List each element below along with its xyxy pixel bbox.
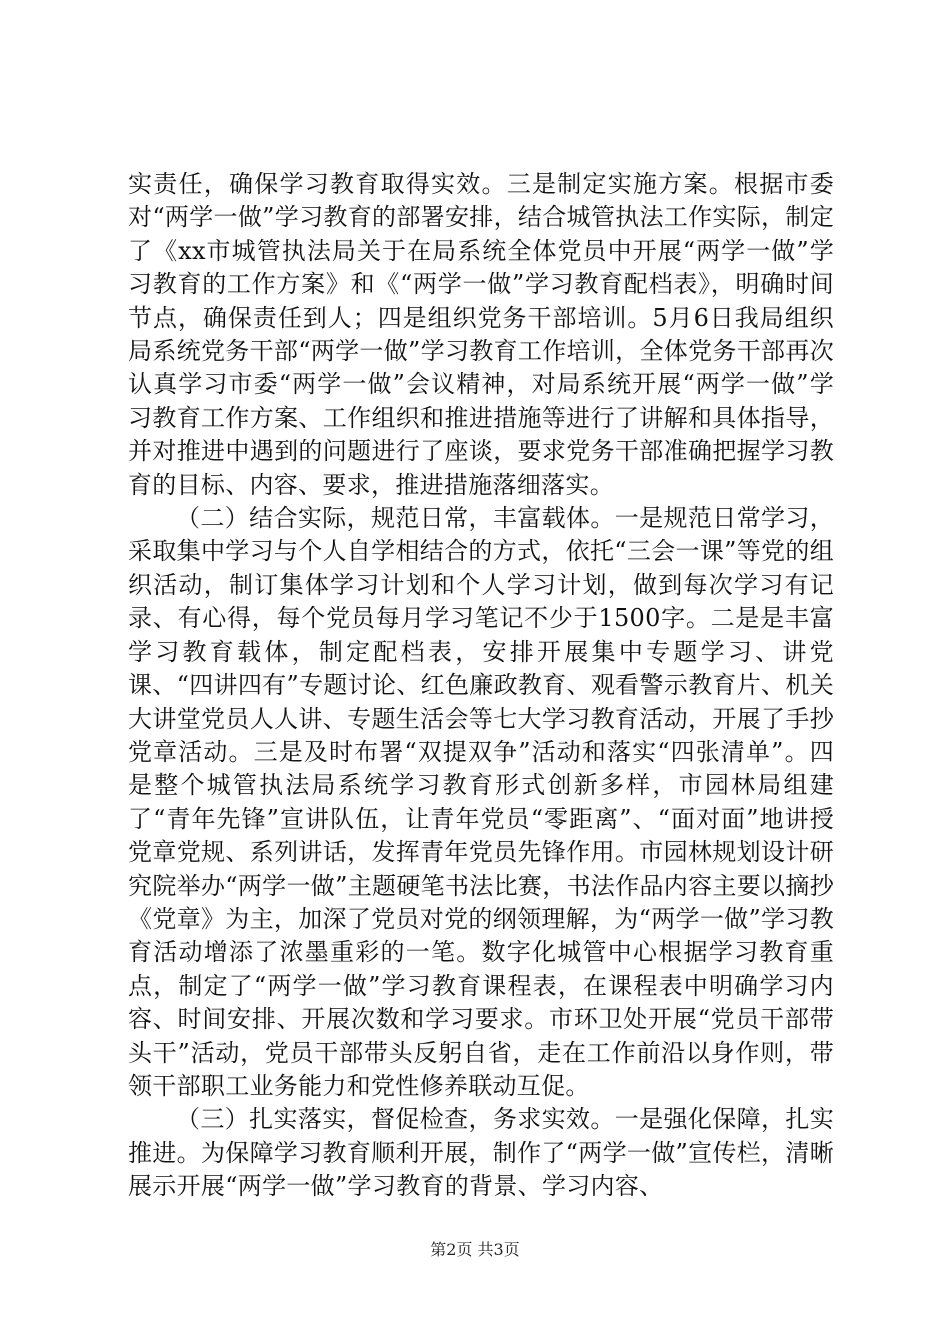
paragraph-section-3: （三）扎实落实，督促检查，务求实效。一是强化保障，扎实推进。为保障学习教育顺利开展，制作了“两学一做”宣传栏，清晰展示开展“两学一做”学习教育的背景、学习内容、 [128, 1105, 834, 1201]
paragraph-section-2: （二）结合实际，规范日常，丰富载体。一是规范日常学习，采取集中学习与个人自学相结合的方式，依托“三会一课”等党的组织活动，制订集体学习计划和个人学习计划，做到每次学习有记录、有心得，每个党员每月学习笔记不少于1500字。二是是丰富学习教育载体，制定配档表，安排开展集中专题学习、讲党课、“四讲四有”专题讨论、红色廉政教育、观看警示教育片、机关大讲堂党员人人讲、专题生活会等七大学习教育活动，开展了手抄党章活动。三是及时布署“双提双争”活动和落实“四张清单”。四是整个城管执法局系统学习教育形式创新多样，市园林局组建了“青年先锋”宣讲队伍，让青年党员“零距离”、“面对面”地讲授党章党规、系列讲话，发挥青年党员先锋作用。市园林规划设计研究院举办“两学一做”主题硬笔书法比赛，书法作品内容主要以摘抄《党章》为主，加深了党员对党的纲领理解，为“两学一做”学习教育活动增添了浓墨重彩的一笔。数字化城管中心根据学习教育重点，制定了“两学一做”学习教育课程表，在课程表中明确学习内容、时间安排、开展次数和学习要求。市环卫处开展“党员干部带头干”活动，党员干部带头反躬自省，走在工作前沿以身作则，带领干部职工业务能力和党性修养联动互促。 [128, 504, 834, 1100]
page-footer: 第2页 共3页 [430, 1240, 520, 1259]
paragraph-continuation: 实责任，确保学习教育取得实效。三是制定实施方案。根据市委对“两学一做”学习教育的部署安排，结合城管执法工作实际，制定了《xx市城管执法局关于在局系统全体党员中开展“两学一做”学习教育的工作方案》和《“两学一做”学习教育配档表》，明确时间节点，确保责任到人；四是组织党务干部培训。5月6日我局组织局系统党务干部“两学一做”学习教育工作培训，全体党务干部再次认真学习市委“两学一做”会议精神，对局系统开展“两学一做”学习教育工作方案、工作组织和推进措施等进行了讲解和具体指导，并对推进中遇到的问题进行了座谈，要求党务干部准确把握学习教育的目标、内容、要求，推进措施落细落实。 [128, 170, 834, 499]
document-body [128, 168, 834, 1204]
